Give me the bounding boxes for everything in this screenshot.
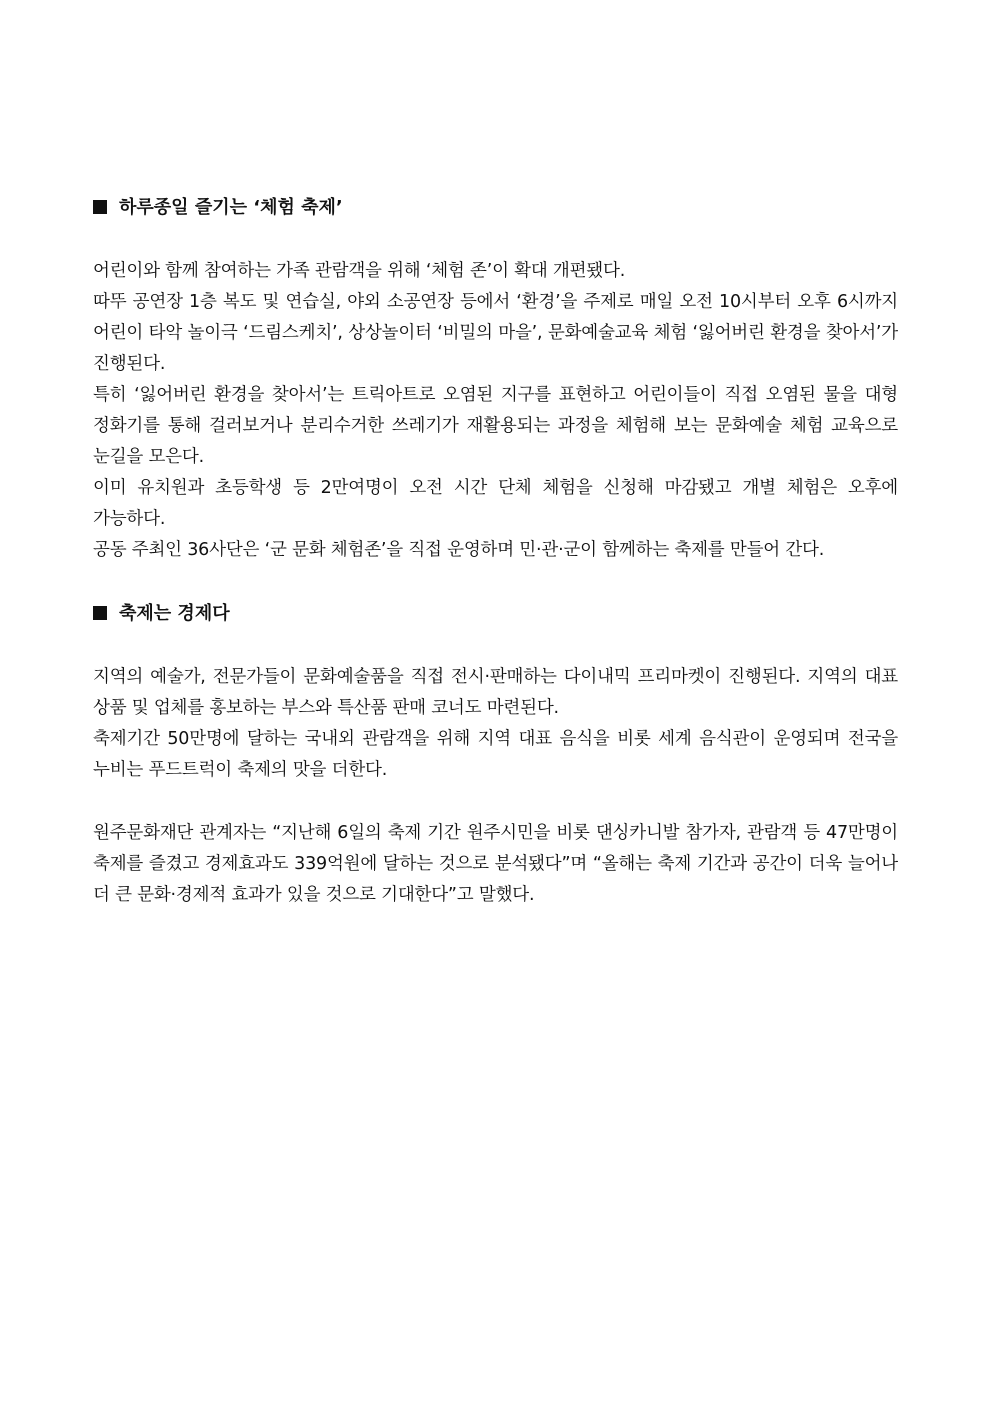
paragraph: 따뚜 공연장 1층 복도 및 연습실, 야외 소공연장 등에서 ‘환경’을 주제로 매일 오전 10시부터 오후 6시까지 어린이 타악 놀이극 ‘드림스케치’, 상상놀이터 ‘비밀의 마을’, 문화예술교육 체험 ‘잃어버린 환경을 찾아서’가 진행된다.: [93, 292, 898, 374]
section-heading-experience-festival: [93, 192, 898, 224]
section-heading-text: 하루종일 즐기는 ‘체험 축제’: [119, 197, 343, 218]
paragraph: 어린이와 함께 참여하는 가족 관람객을 위해 ‘체험 존’이 확대 개편됐다.: [93, 261, 626, 281]
paragraph: 특히 ‘잃어버린 환경을 찾아서’는 트릭아트로 오염된 지구를 표현하고 어린이들이 직접 오염된 물을 대형 정화기를 통해 걸러보거나 분리수거한 쓰레기가 재활용되는 과정을 체험해 보는 문화예술 체험 교육으로 눈길을 모은다.: [93, 385, 898, 467]
paragraph: 공동 주최인 36사단은 ‘군 문화 체험존’을 직접 운영하며 민·관·군이 함께하는 축제를 만들어 간다.: [93, 540, 825, 560]
document-page: [93, 192, 898, 911]
square-bullet-icon: [93, 606, 107, 620]
paragraph: 지역의 예술가, 전문가들이 문화예술품을 직접 전시·판매하는 다이내믹 프리마켓이 진행된다. 지역의 대표 상품 및 업체를 홍보하는 부스와 특산품 판매 코너도 마련된다.: [93, 667, 898, 718]
paragraph: 축제기간 50만명에 달하는 국내외 관람객을 위해 지역 대표 음식을 비롯 세계 음식관이 운영되며 전국을 누비는 푸드트럭이 축제의 맛을 더한다.: [93, 729, 898, 780]
closing-quote-paragraph: 원주문화재단 관계자는 “지난해 6일의 축제 기간 원주시민을 비롯 댄싱카니발 참가자, 관람객 등 47만명이 축제를 즐겼고 경제효과도 339억원에 달하는 것으로 분석됐다”며 “올해는 축제 기간과 공간이 더욱 늘어나 더 큰 문화·경제적 효과가 있을 것으로 기대한다”고 말했다.: [93, 823, 898, 905]
section-heading-text: 축제는 경제다: [119, 603, 230, 624]
paragraph: 이미 유치원과 초등학생 등 2만여명이 오전 시간 단체 체험을 신청해 마감됐고 개별 체험은 오후에 가능하다.: [93, 478, 898, 529]
section-heading-festival-economy: [93, 598, 898, 630]
square-bullet-icon: [93, 200, 107, 214]
